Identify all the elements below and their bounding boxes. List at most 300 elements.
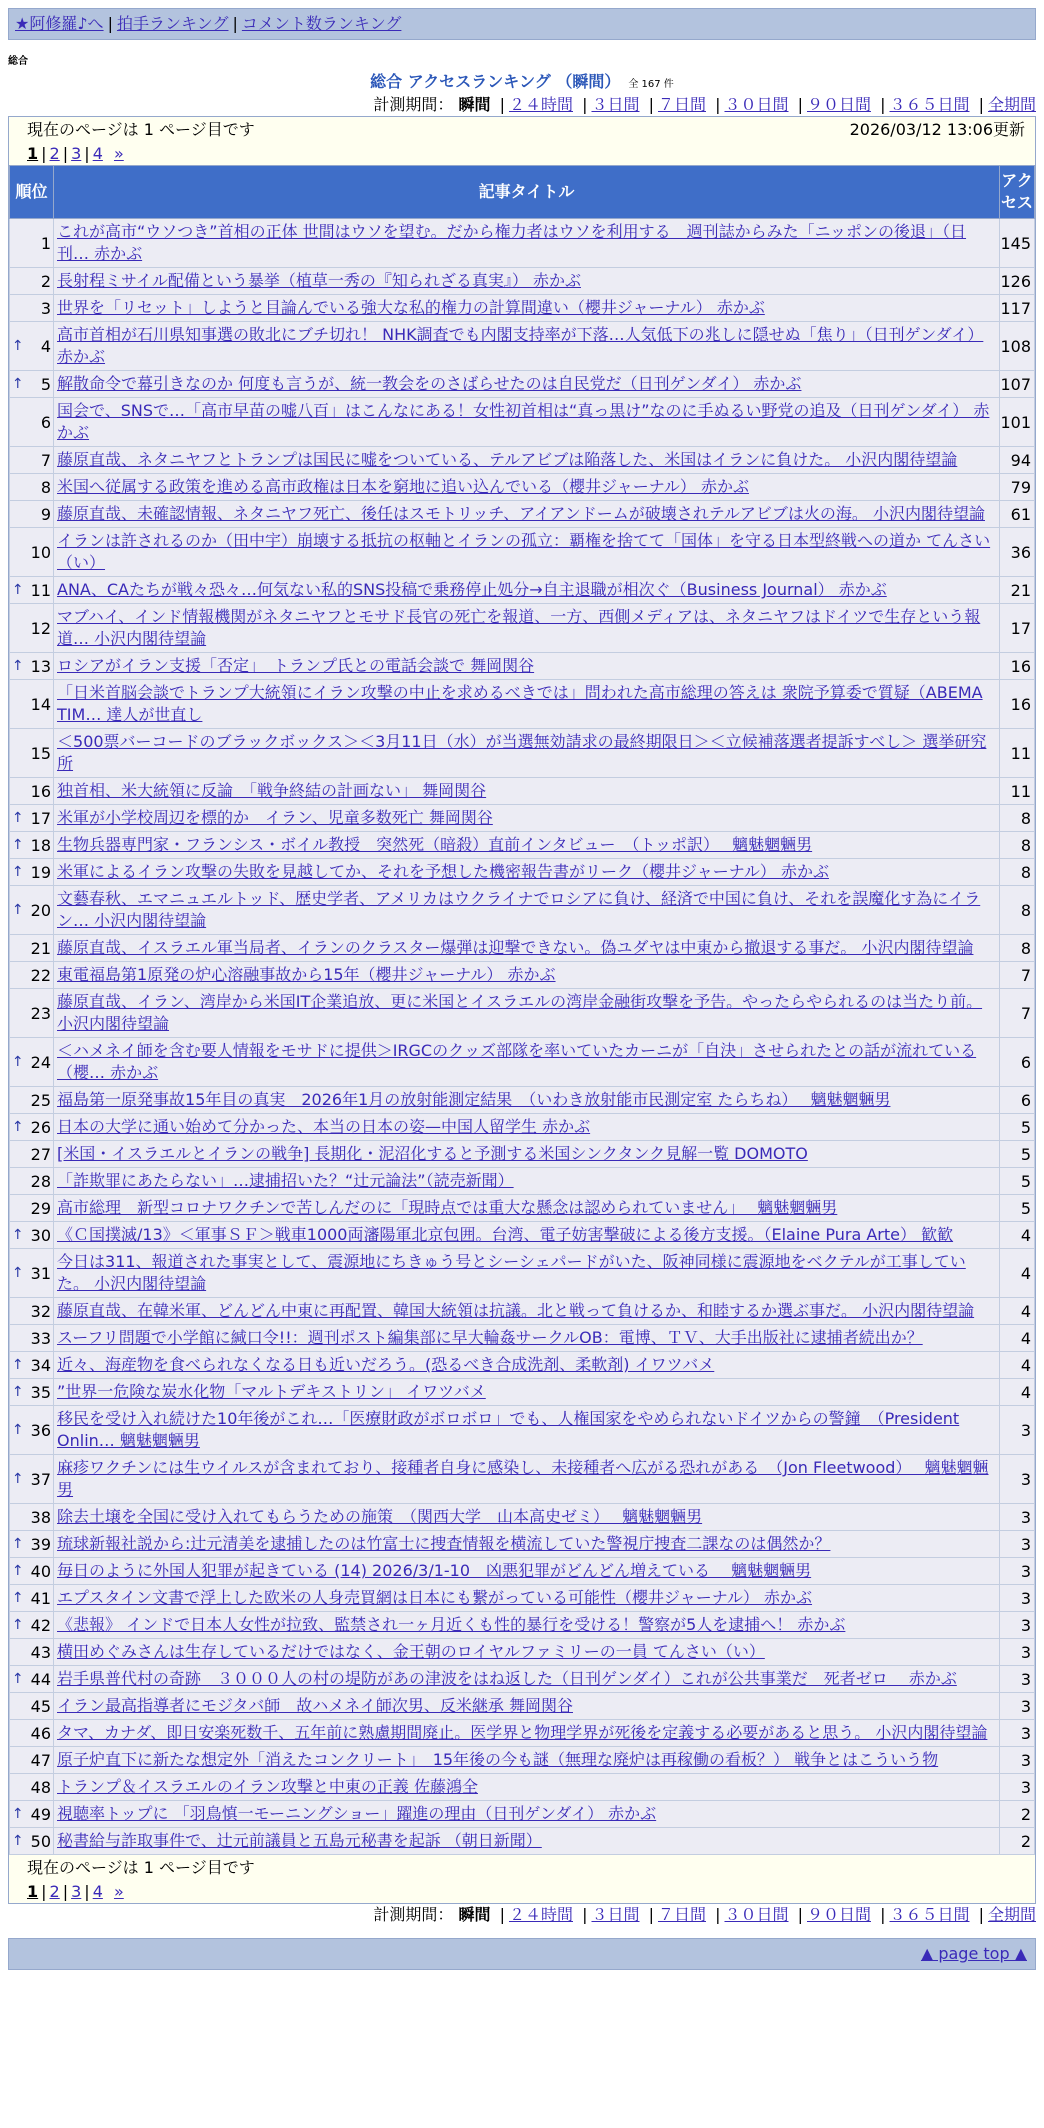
rank-cell: 28: [26, 1168, 54, 1195]
rank-cell: 21: [26, 935, 54, 962]
rank-change-cell: [10, 935, 26, 962]
title-cell: [54, 501, 1000, 528]
title-cell: [54, 1141, 1000, 1168]
up-arrow-icon: ↑: [10, 1038, 26, 1087]
access-count-cell: 36: [1000, 528, 1035, 577]
rank-cell: 8: [26, 474, 54, 501]
article-link[interactable]: 藤原直哉、在韓米軍、どんどん中東に再配置、韓国大統領は抗議。北と戦って負けるか、和睦するか選ぶ事だ。 小沢内閣待望論: [57, 1301, 975, 1320]
rank-cell: 49: [26, 1801, 54, 1828]
up-arrow-icon: ↑: [10, 653, 26, 680]
table-row: [10, 1774, 1035, 1801]
table-row: [10, 322, 1035, 371]
period-all-link[interactable]: 全期間: [987, 95, 1036, 114]
article-link[interactable]: 長射程ミサイル配備という暴挙（植草一秀の『知られざる真実』） 赤かぶ: [57, 271, 581, 290]
rank-cell: 19: [26, 859, 54, 886]
period-30d-link-bottom[interactable]: ３０日間: [724, 1905, 789, 1924]
article-link[interactable]: 藤原直哉、イラン、湾岸から米国IT企業追放、更に米国とイスラエルの湾岸金融街攻撃を予告。やったらやられるのは当たり前。 小沢内閣待望論: [57, 992, 983, 1033]
title-cell: [54, 729, 1000, 778]
rank-cell: 7: [26, 447, 54, 474]
rank-change-cell: [10, 604, 26, 653]
header-title: 記事タイトル: [54, 166, 1000, 219]
table-row: [10, 1639, 1035, 1666]
article-link[interactable]: ANA、CAたちが戦々恐々…何気ない私的SNS投稿で乗務停止処分→自主退職が相次ぐ（Business Journal） 赤かぶ: [57, 580, 887, 599]
rank-change-cell: [10, 1141, 26, 1168]
table-header-row: [10, 166, 1035, 219]
article-link[interactable]: ＜500票バーコードのブラックボックス＞＜3月11日（水）が当選無効請求の最終期限日＞＜立候補落選者提訴すべし＞ 選挙研究所: [57, 732, 987, 773]
article-link[interactable]: 藤原直哉、ネタニヤフとトランプは国民に嘘をついている、テルアビブは陥落した、米国はイランに負けた。 小沢内閣待望論: [57, 450, 958, 469]
up-arrow-icon: ↑: [10, 371, 26, 398]
rank-cell: 5: [26, 371, 54, 398]
rank-cell: 44: [26, 1666, 54, 1693]
rank-change-cell: [10, 1504, 26, 1531]
article-link[interactable]: 高市首相が石川県知事選の敗北にブチ切れ！ NHK調査でも内閣支持率が下落…人気低下の兆しに隠せぬ「焦り」（日刊ゲンダイ） 赤かぶ: [57, 325, 984, 366]
period-selector-top: 計測期間： 瞬間 | ２４時間 | ３日間 | ７日間 | ３０日間 | ９０日間 | ３６５日間 | 全期間: [373, 95, 1036, 114]
article-link[interactable]: 岩手県普代村の奇跡 ３０００人の村の堤防があの津波をはね返した（日刊ゲンダイ）これが公共事業だ 死者ゼロ 赤かぶ: [57, 1669, 957, 1688]
access-count-cell: 94: [1000, 447, 1035, 474]
rank-cell: 6: [26, 398, 54, 447]
access-count-cell: 4: [1000, 1222, 1035, 1249]
article-link[interactable]: 近々、海産物を食べられなくなる日も近いだろう。(恐るべき合成洗剤、柔軟剤) イワツバメ: [57, 1355, 715, 1374]
title-cell: [54, 680, 1000, 729]
title-cell: [54, 219, 1000, 268]
up-arrow-icon: ↑: [10, 1585, 26, 1612]
title-cell: [54, 1747, 1000, 1774]
article-link[interactable]: 米国へ従属する政策を進める高市政権は日本を窮地に追い込んでいる（櫻井ジャーナル） 赤かぶ: [57, 477, 749, 496]
access-count-cell: 5: [1000, 1114, 1035, 1141]
table-row: [10, 1249, 1035, 1298]
title-cell: [54, 295, 1000, 322]
pager-next[interactable]: »: [113, 144, 124, 163]
title-cell: [54, 268, 1000, 295]
title-cell: [54, 805, 1000, 832]
title-cell: [54, 962, 1000, 989]
rank-change-cell: [10, 1298, 26, 1325]
table-row: [10, 935, 1035, 962]
access-count-cell: 6: [1000, 1038, 1035, 1087]
article-link[interactable]: ＜ハメネイ師を含む要人情報をモサドに提供＞IRGCのクッズ部隊を率いていたカーニが「自決」させられたとの話が流れている（櫻… 赤かぶ: [57, 1041, 977, 1082]
access-count-cell: 6: [1000, 1087, 1035, 1114]
article-link[interactable]: トランプ＆イスラエルのイラン攻撃と中東の正義 佐藤鴻全: [57, 1777, 478, 1796]
applause-ranking-link[interactable]: 拍手ランキング: [116, 14, 229, 33]
section-label: 総合: [8, 56, 28, 67]
up-arrow-icon: ↑: [10, 1222, 26, 1249]
rank-change-cell: [10, 1168, 26, 1195]
access-count-cell: 4: [1000, 1325, 1035, 1352]
pager-page-4-bottom[interactable]: 4: [92, 1882, 103, 1901]
up-arrow-icon: ↑: [10, 577, 26, 604]
title-cell: [54, 1801, 1000, 1828]
current-page-text: 現在のページは 1 ページ目です: [27, 120, 255, 139]
table-row: [10, 295, 1035, 322]
top-navigation: ★阿修羅♪へ | 拍手ランキング | コメント数ランキング: [8, 8, 1036, 40]
comment-ranking-link[interactable]: コメント数ランキング: [241, 14, 402, 33]
rank-change-cell: [10, 1774, 26, 1801]
article-link[interactable]: 秘書給与詐取事件で、辻元前議員と五島元秘書を起訴 （朝日新聞）: [57, 1831, 542, 1850]
rank-change-cell: [10, 778, 26, 805]
access-count-cell: 7: [1000, 989, 1035, 1038]
access-count-cell: 3: [1000, 1639, 1035, 1666]
title-cell: [54, 1531, 1000, 1558]
ranking-box: [8, 116, 1036, 1904]
access-count-cell: 2: [1000, 1801, 1035, 1828]
access-count-cell: 4: [1000, 1249, 1035, 1298]
article-link[interactable]: ロシアがイラン支援「否定」 トランプ氏との電話会談で 舞岡関谷: [57, 656, 535, 675]
rank-cell: 17: [26, 805, 54, 832]
period-7d-link[interactable]: ７日間: [657, 95, 706, 114]
table-row: [10, 219, 1035, 268]
title-cell: [54, 1325, 1000, 1352]
table-row: [10, 371, 1035, 398]
period-7d-link-bottom[interactable]: ７日間: [657, 1905, 706, 1924]
table-row: [10, 1038, 1035, 1087]
article-link[interactable]: 文藝春秋、エマニュエルトッド、歴史学者、アメリカはウクライナでロシアに負け、経済で中国に負け、それを誤魔化す為にイラン… 小沢内閣待望論: [57, 889, 981, 930]
table-row: [10, 1298, 1035, 1325]
rank-cell: 9: [26, 501, 54, 528]
rank-change-cell: [10, 1087, 26, 1114]
article-link[interactable]: 「日米首脳会談でトランプ大統領にイラン攻撃の中止を求めるべきでは」問われた高市総理の答えは 衆院予算委で質疑（ABEMA TIM… 達人が世直し: [57, 683, 983, 724]
title-cell: [54, 859, 1000, 886]
title-cell: [54, 447, 1000, 474]
title-cell: [54, 653, 1000, 680]
rank-change-cell: [10, 398, 26, 447]
rank-cell: 24: [26, 1038, 54, 1087]
current-page-text-bottom: 現在のページは 1 ページ目です: [27, 1858, 255, 1877]
rank-cell: 38: [26, 1504, 54, 1531]
access-count-cell: 2: [1000, 1828, 1035, 1855]
up-arrow-icon: ↑: [10, 1114, 26, 1141]
pager-page-2[interactable]: 2: [49, 144, 60, 163]
pager-page-4[interactable]: 4: [92, 144, 103, 163]
rank-change-cell: [10, 1747, 26, 1774]
rank-cell: 14: [26, 680, 54, 729]
article-link[interactable]: 「詐欺罪にあたらない」…逮捕招いた？“辻元論法”（読売新聞）: [57, 1171, 514, 1190]
title-cell: [54, 1504, 1000, 1531]
table-row: [10, 989, 1035, 1038]
rank-cell: 47: [26, 1747, 54, 1774]
title-cell: [54, 1720, 1000, 1747]
table-row: [10, 729, 1035, 778]
period-365d-link[interactable]: ３６５日間: [889, 95, 970, 114]
page-top-link[interactable]: ▲ page top ▲: [920, 1944, 1027, 1963]
access-count-cell: 3: [1000, 1531, 1035, 1558]
table-row: [10, 962, 1035, 989]
title-cell: [54, 1693, 1000, 1720]
rank-cell: 40: [26, 1558, 54, 1585]
ranking-table: [9, 165, 1035, 1855]
access-count-cell: 107: [1000, 371, 1035, 398]
article-link[interactable]: 藤原直哉、未確認情報、ネタニヤフ死亡、後任はスモトリッチ、アイアンドームが破壊されテルアビブは火の海。 小沢内閣待望論: [57, 504, 985, 523]
rank-cell: 46: [26, 1720, 54, 1747]
pager-page-2-bottom[interactable]: 2: [49, 1882, 60, 1901]
table-row: [10, 1585, 1035, 1612]
rank-cell: 45: [26, 1693, 54, 1720]
rank-cell: 29: [26, 1195, 54, 1222]
period-3d-link-bottom[interactable]: ３日間: [591, 1905, 640, 1924]
title-cell: [54, 1249, 1000, 1298]
access-count-cell: 101: [1000, 398, 1035, 447]
up-arrow-icon: ↑: [10, 886, 26, 935]
access-count-cell: 16: [1000, 680, 1035, 729]
table-row: [10, 1455, 1035, 1504]
access-count-cell: 11: [1000, 778, 1035, 805]
table-row: [10, 1504, 1035, 1531]
title-cell: [54, 577, 1000, 604]
article-link[interactable]: イランは許されるのか（田中宇）崩壊する抵抗の枢軸とイランの孤立：覇権を捨てて「国体」を守る日本型終戦への道か てんさい（い）: [57, 531, 991, 572]
ranking-title: 総合 アクセスランキング （瞬間）: [370, 72, 621, 91]
title-cell: [54, 1639, 1000, 1666]
table-row: [10, 886, 1035, 935]
rank-change-cell: [10, 1639, 26, 1666]
table-row: [10, 268, 1035, 295]
rank-cell: 25: [26, 1087, 54, 1114]
table-row: [10, 474, 1035, 501]
article-link[interactable]: タマ、カナダ、即日安楽死数千、五年前に熟慮期間廃止。医学界と物理学界が死後を定義する必要があると思う。 小沢内閣待望論: [57, 1723, 988, 1742]
access-count-cell: 4: [1000, 1352, 1035, 1379]
title-cell: [54, 322, 1000, 371]
up-arrow-icon: ↑: [10, 1666, 26, 1693]
access-count-cell: 8: [1000, 935, 1035, 962]
article-link[interactable]: 国会で、SNSで…「高市早苗の嘘八百」はこんなにある！女性初首相は“真っ黒け”なのに手ぬるい野党の追及（日刊ゲンダイ） 赤かぶ: [57, 401, 990, 442]
table-row: [10, 1406, 1035, 1455]
title-cell: [54, 1455, 1000, 1504]
rank-cell: 12: [26, 604, 54, 653]
rank-cell: 27: [26, 1141, 54, 1168]
up-arrow-icon: ↑: [10, 1558, 26, 1585]
rank-cell: 43: [26, 1639, 54, 1666]
article-link[interactable]: 生物兵器専門家・フランシス・ボイル教授 突然死（暗殺）直前インタビュー （トッポ訳） 魑魅魍魎男: [57, 835, 813, 854]
article-link[interactable]: 藤原直哉、イスラエル軍当局者、イランのクラスター爆弾は迎撃できない。偽ユダヤは中東から撤退する事だ。 小沢内閣待望論: [57, 938, 974, 957]
period-current-bottom: 瞬間: [458, 1905, 491, 1924]
table-row: [10, 1747, 1035, 1774]
title-cell: [54, 1828, 1000, 1855]
title-cell: [54, 528, 1000, 577]
rank-cell: 39: [26, 1531, 54, 1558]
access-count-cell: 3: [1000, 1693, 1035, 1720]
title-cell: [54, 1298, 1000, 1325]
access-count-cell: 3: [1000, 1558, 1035, 1585]
up-arrow-icon: ↑: [10, 1828, 26, 1855]
rank-cell: 42: [26, 1612, 54, 1639]
up-arrow-icon: ↑: [10, 805, 26, 832]
rank-change-cell: [10, 474, 26, 501]
pager-page-3-bottom[interactable]: 3: [71, 1882, 82, 1901]
rank-cell: 33: [26, 1325, 54, 1352]
title-cell: [54, 1352, 1000, 1379]
access-count-cell: 8: [1000, 805, 1035, 832]
article-link[interactable]: 米軍によるイラン攻撃の失敗を見越してか、それを予想した機密報告書がリーク（櫻井ジャーナル） 赤かぶ: [57, 862, 829, 881]
access-count-cell: 3: [1000, 1504, 1035, 1531]
title-cell: [54, 1038, 1000, 1087]
pager-page-3[interactable]: 3: [71, 144, 82, 163]
access-count-cell: 117: [1000, 295, 1035, 322]
rank-change-cell: [10, 680, 26, 729]
table-row: [10, 778, 1035, 805]
header-count: アクセス: [1000, 166, 1035, 219]
period-90d-link-bottom[interactable]: ９０日間: [806, 1905, 871, 1924]
rank-cell: 3: [26, 295, 54, 322]
article-link[interactable]: 東電福島第1原発の炉心溶融事故から15年（櫻井ジャーナル） 赤かぶ: [57, 965, 556, 984]
table-row: [10, 1720, 1035, 1747]
article-link[interactable]: ”世界一危険な炭水化物「マルトデキストリン」 イワツバメ: [57, 1382, 486, 1401]
table-row: [10, 398, 1035, 447]
rank-change-cell: [10, 989, 26, 1038]
title-cell: [54, 1774, 1000, 1801]
article-link[interactable]: [米国・イスラエルとイランの戦争] 長期化・泥沼化すると予測する米国シンクタンク見解一覧 DOMOTO: [57, 1144, 808, 1163]
page-info: [9, 117, 1035, 143]
access-count-cell: 17: [1000, 604, 1035, 653]
article-link[interactable]: 原子炉直下に新たな想定外「消えたコンクリート」 15年後の今も謎（無理な廃炉は再稼働の看板？） 戦争とはこういう物: [57, 1750, 939, 1769]
period-24h-link[interactable]: ２４時間: [508, 95, 573, 114]
rank-cell: 22: [26, 962, 54, 989]
updated-timestamp: 2026/03/12 13:06更新: [849, 120, 1025, 139]
title-cell: [54, 935, 1000, 962]
table-row: [10, 447, 1035, 474]
access-count-cell: 16: [1000, 653, 1035, 680]
table-row: [10, 1828, 1035, 1855]
table-row: [10, 1168, 1035, 1195]
access-count-cell: 3: [1000, 1455, 1035, 1504]
rank-cell: 1: [26, 219, 54, 268]
rank-cell: 13: [26, 653, 54, 680]
up-arrow-icon: ↑: [10, 322, 26, 371]
rank-cell: 18: [26, 832, 54, 859]
rank-cell: 16: [26, 778, 54, 805]
article-link[interactable]: 毎日のように外国人犯罪が起きている (14) 2026/3/1-10 凶悪犯罪がどんどん増えている 魑魅魍魎男: [57, 1561, 812, 1580]
article-link[interactable]: 世界を「リセット」しようと目論んでいる強大な私的権力の計算間違い（櫻井ジャーナル） 赤かぶ: [57, 298, 765, 317]
pager-bottom: 1 | 2 | 3 | 4 »: [27, 1882, 124, 1901]
title-cell: [54, 1612, 1000, 1639]
access-count-cell: 3: [1000, 1747, 1035, 1774]
rank-change-cell: [10, 1325, 26, 1352]
rank-change-cell: [10, 1720, 26, 1747]
access-count-cell: 79: [1000, 474, 1035, 501]
up-arrow-icon: ↑: [10, 1406, 26, 1455]
access-count-cell: 4: [1000, 1298, 1035, 1325]
pager-next-bottom[interactable]: »: [113, 1882, 124, 1901]
table-row: [10, 1558, 1035, 1585]
table-row: [10, 528, 1035, 577]
home-link[interactable]: ★阿修羅♪へ: [15, 14, 104, 33]
rank-cell: 34: [26, 1352, 54, 1379]
article-link[interactable]: イラン最高指導者にモジタバ師 故ハメネイ師次男、反米継承 舞岡関谷: [57, 1696, 573, 1715]
article-link[interactable]: マブハイ、インド情報機関がネタニヤフとモサド長官の死亡を報道、一方、西側メディアは、ネタニヤフはドイツで生存という報道… 小沢内閣待望論: [57, 607, 981, 648]
table-row: [10, 1325, 1035, 1352]
access-count-cell: 3: [1000, 1585, 1035, 1612]
footer-bar: [8, 1938, 1036, 1970]
table-row: [10, 1693, 1035, 1720]
article-link[interactable]: 今日は311、報道された事実として、震源地にちきゅう号とシーシェパードがいた、阪神同様に震源地をベクテルが工事していた。 小沢内閣待望論: [57, 1252, 966, 1293]
table-row: [10, 805, 1035, 832]
article-link[interactable]: 《悲報》 インドで日本人女性が拉致、監禁され一ヶ月近くも性的暴行を受ける！警察が5人を逮捕へ！ 赤かぶ: [57, 1615, 846, 1634]
table-row: [10, 577, 1035, 604]
period-30d-link[interactable]: ３０日間: [724, 95, 789, 114]
rank-cell: 30: [26, 1222, 54, 1249]
article-link[interactable]: 《Ｃ国撲滅/13》＜軍事ＳＦ＞戦車1000両瀋陽軍北京包囲。台湾、電子妨害撃破による後方支援。（Elaine Pura Arte） 歓歓: [57, 1225, 954, 1244]
access-count-cell: 3: [1000, 1720, 1035, 1747]
article-link[interactable]: 福島第一原発事故15年目の真実 2026年1月の放射能測定結果 （いわき放射能市民測定室 たらちね） 魑魅魍魎男: [57, 1090, 891, 1109]
rank-cell: 2: [26, 268, 54, 295]
rank-cell: 36: [26, 1406, 54, 1455]
rank-cell: 15: [26, 729, 54, 778]
rank-cell: 48: [26, 1774, 54, 1801]
rank-change-cell: [10, 528, 26, 577]
title-cell: [54, 1222, 1000, 1249]
access-count-cell: 5: [1000, 1168, 1035, 1195]
article-link[interactable]: 米軍が小学校周辺を標的か イラン、児童多数死亡 舞岡関谷: [57, 808, 493, 827]
title-cell: [54, 604, 1000, 653]
rank-cell: 37: [26, 1455, 54, 1504]
title-cell: [54, 832, 1000, 859]
up-arrow-icon: ↑: [10, 1455, 26, 1504]
table-row: [10, 1114, 1035, 1141]
article-link[interactable]: 高市総理 新型コロナワクチンで苦しんだのに「現時点では重大な懸念は認められていません」 魑魅魍魎男: [57, 1198, 838, 1217]
access-count-cell: 11: [1000, 729, 1035, 778]
article-link[interactable]: 除去土壌を全国に受け入れてもらうための施策 （関西大学 山本高史ゼミ） 魑魅魍魎男: [57, 1507, 703, 1526]
article-link[interactable]: エプスタイン文書で浮上した欧米の人身売買網は日本にも繋がっている可能性（櫻井ジャーナル） 赤かぶ: [57, 1588, 813, 1607]
table-row: [10, 1612, 1035, 1639]
article-link[interactable]: 麻疹ワクチンには生ウイルスが含まれており、接種者自身に感染し、未接種者へ広がる恐れがある （Jon Fleetwood） 魑魅魍魎男: [57, 1458, 989, 1499]
period-24h-link-bottom[interactable]: ２４時間: [508, 1905, 573, 1924]
rank-cell: 35: [26, 1379, 54, 1406]
article-link[interactable]: 横田めぐみさんは生存しているだけではなく、金王朝のロイヤルファミリーの一員 てんさい（い）: [57, 1642, 765, 1661]
rank-change-cell: [10, 268, 26, 295]
table-row: [10, 501, 1035, 528]
period-current: 瞬間: [458, 95, 491, 114]
title-cell: [54, 1666, 1000, 1693]
ranking-rows: [10, 219, 1035, 1855]
rank-cell: 32: [26, 1298, 54, 1325]
rank-change-cell: [10, 1195, 26, 1222]
table-row: [10, 1195, 1035, 1222]
title-cell: [54, 474, 1000, 501]
article-link[interactable]: 移民を受け入れ続けた10年後がこれ…「医療財政がボロボロ」でも、人権国家をやめられないドイツからの警鐘 （President Onlin… 魑魅魍魎男: [57, 1409, 960, 1450]
access-count-cell: 5: [1000, 1141, 1035, 1168]
table-row: [10, 1087, 1035, 1114]
table-row: [10, 1531, 1035, 1558]
access-count-cell: 8: [1000, 859, 1035, 886]
header-rank: 順位: [10, 166, 54, 219]
article-link[interactable]: 日本の大学に通い始めて分かった、本当の日本の姿—中国人留学生 赤かぶ: [57, 1117, 591, 1136]
up-arrow-icon: ↑: [10, 1379, 26, 1406]
access-count-cell: 4: [1000, 1379, 1035, 1406]
access-count-cell: 8: [1000, 886, 1035, 935]
period-3d-link[interactable]: ３日間: [591, 95, 640, 114]
article-link[interactable]: 琉球新報社説から:辻元清美を逮捕したのは竹富士に捜査情報を横流していた警視庁捜査二課なのは偶然か？: [57, 1534, 831, 1553]
article-link[interactable]: これが高市“ウソつき”首相の正体 世間はウソを望む。だから権力者はウソを利用する 週刊誌からみた「ニッポンの後退」（日刊… 赤かぶ: [57, 222, 967, 263]
article-link[interactable]: 解散命令で幕引きなのか 何度も言うが、統一教会をのさばらせたのは自民党だ（日刊ゲンダイ） 赤かぶ: [57, 374, 802, 393]
access-count-cell: 5: [1000, 1195, 1035, 1222]
page-info-bottom: [9, 1855, 1035, 1881]
table-row: [10, 1352, 1035, 1379]
article-link[interactable]: 独首相、米大統領に反論 「戦争終結の計画ない」 舞岡関谷: [57, 781, 487, 800]
access-count-cell: 126: [1000, 268, 1035, 295]
article-link[interactable]: 視聴率トップに 「羽鳥慎一モーニングショー」躍進の理由（日刊ゲンダイ） 赤かぶ: [57, 1804, 657, 1823]
title-cell: [54, 1585, 1000, 1612]
rank-change-cell: [10, 962, 26, 989]
title-cell: [54, 371, 1000, 398]
period-365d-link-bottom[interactable]: ３６５日間: [889, 1905, 970, 1924]
title-cell: [54, 1195, 1000, 1222]
rank-cell: 10: [26, 528, 54, 577]
up-arrow-icon: ↑: [10, 832, 26, 859]
rank-cell: 4: [26, 322, 54, 371]
period-selector-bottom: 計測期間： 瞬間 | ２４時間 | ３日間 | ７日間 | ３０日間 | ９０日間 | ３６５日間 | 全期間: [373, 1905, 1036, 1924]
period-all-link-bottom[interactable]: 全期間: [987, 1905, 1036, 1924]
title-cell: [54, 398, 1000, 447]
rank-change-cell: [10, 447, 26, 474]
article-link[interactable]: スーフリ問題で小学館に緘口令!!：週刊ポスト編集部に早大輪姦サークルOB：電博、ＴＶ、大手出版社に逮捕者続出か？: [57, 1328, 923, 1347]
period-90d-link[interactable]: ９０日間: [806, 95, 871, 114]
